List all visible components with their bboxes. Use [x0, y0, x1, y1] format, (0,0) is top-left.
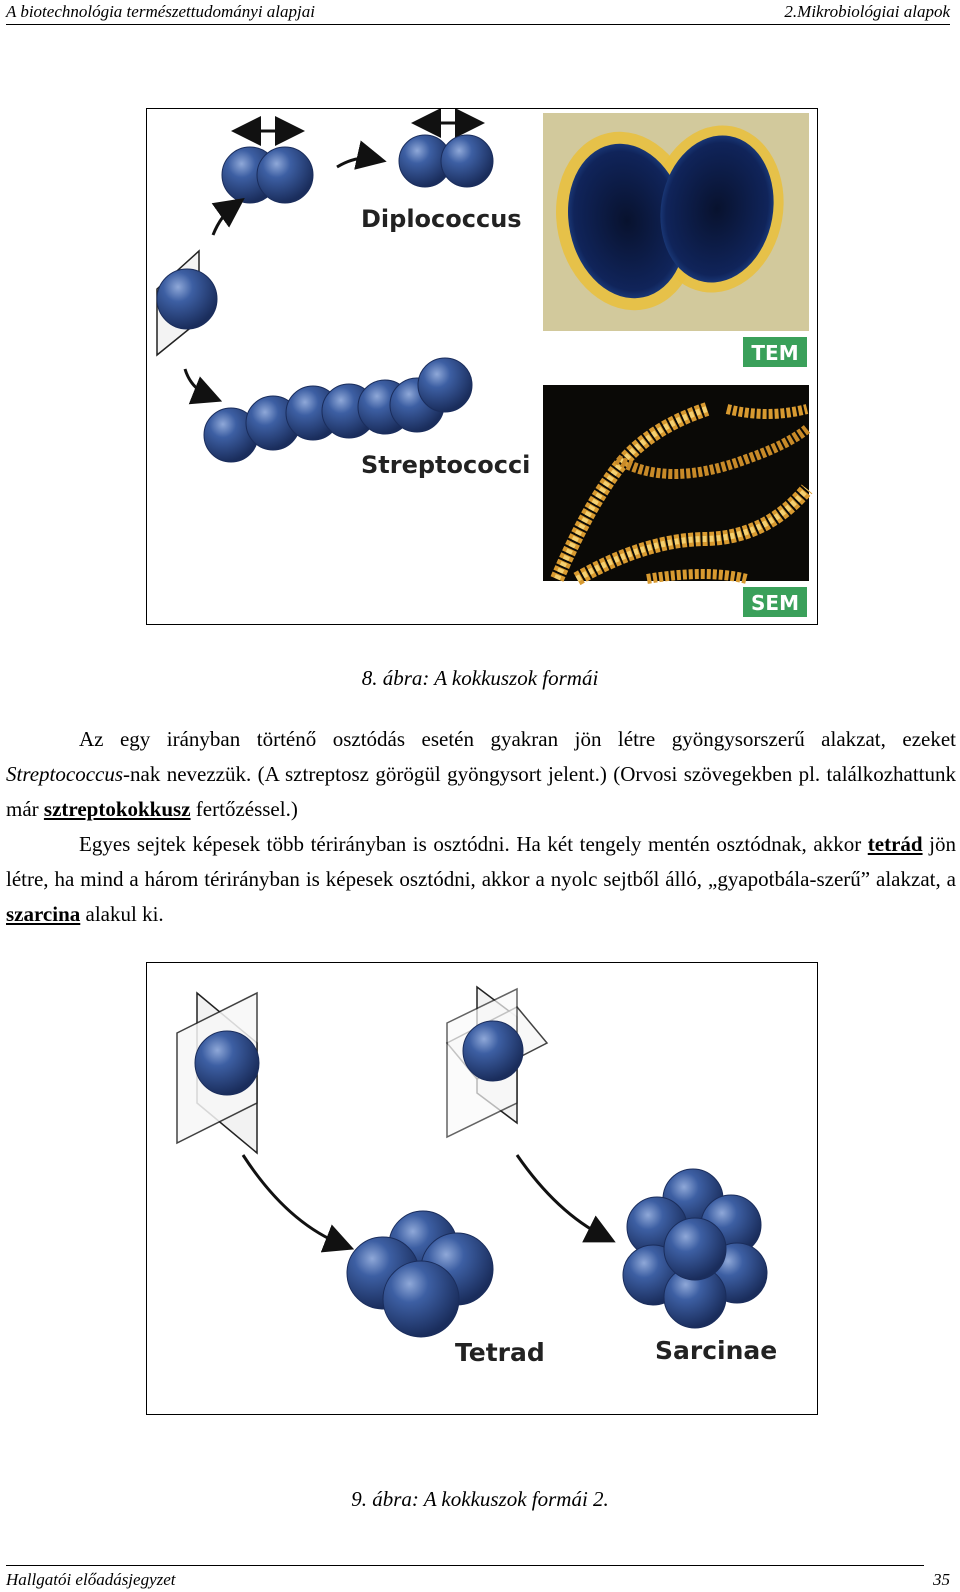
- tetrad-drawing: [347, 1211, 493, 1337]
- division-arrow-sarcinae: [517, 1155, 605, 1237]
- page-number: 35: [933, 1570, 950, 1589]
- body-text: [6, 722, 956, 932]
- figure-coccus-forms-2: [146, 962, 818, 1415]
- division-arrow-3: [185, 369, 211, 397]
- streptococci-label: Streptococci: [361, 451, 531, 479]
- tem-badge-label: TEM: [751, 341, 799, 365]
- paragraph-2-text-a: Egyes sejtek képesek több térirányban is osztódni. Ha két tengely mentén osztódnak, akkor: [79, 832, 868, 856]
- diplococcus-drawing-2: [399, 123, 493, 187]
- paragraph-2-text-c: alakul ki.: [80, 902, 164, 926]
- paragraph-1-text-c: fertőzéssel.): [190, 797, 298, 821]
- page-footer: [6, 1565, 950, 1589]
- single-coccus-with-division-plane: [157, 251, 217, 355]
- figure-coccus-forms: [146, 108, 818, 625]
- header-chapter-title: 2.Mikrobiológiai alapok: [784, 2, 950, 21]
- page-header: [6, 0, 950, 25]
- streptococci-chain-drawing: [204, 358, 472, 462]
- tetrad-label: Tetrad: [455, 1338, 545, 1367]
- footer-note: Hallgatói előadásjegyzet: [6, 1570, 176, 1589]
- sarcinae-label: Sarcinae: [655, 1336, 778, 1365]
- diplococcus-label: Diplococcus: [361, 205, 522, 233]
- figure-coccus-forms-2-illustration: [147, 963, 817, 1414]
- paragraph-tetrad-sarcina: [6, 827, 956, 932]
- figure-1-caption: 8. ábra: A kokkuszok formái: [361, 666, 599, 690]
- term-tetrad: tetrád: [867, 832, 923, 856]
- coccus-three-division-planes: [447, 987, 547, 1137]
- figure-2-caption: 9. ábra: A kokkuszok formái 2.: [351, 1487, 609, 1511]
- division-arrow-2: [213, 205, 235, 235]
- term-streptococcus: Streptococcus: [6, 762, 124, 786]
- paragraph-streptococcus: [6, 722, 956, 827]
- paragraph-2-text-b: jön létre, ha mind a három térirányban is képesek osztódni, akkor a nyolc sejtből álló, „gyapotbála-szerű” alakzat, a: [6, 832, 956, 891]
- tem-micrograph: [540, 113, 809, 331]
- header-book-title: A biotechnológia természettudományi alapjai: [6, 2, 315, 21]
- paragraph-1-text-a: Az egy irányban történő osztódás esetén gyakran jön létre gyöngysorszerű alakzat, ezeket: [79, 727, 956, 751]
- figure-coccus-forms-illustration: [147, 109, 817, 624]
- sarcinae-drawing: [623, 1169, 767, 1328]
- diplococcus-drawing-1: [222, 131, 313, 203]
- term-szarcina: szarcina: [6, 902, 81, 926]
- division-arrow-tetrad: [243, 1155, 343, 1245]
- sem-micrograph: [543, 385, 809, 581]
- sem-badge-label: SEM: [751, 591, 799, 615]
- paragraph-1-text-b: -nak nevezzük. (A sztreptosz görögül gyöngysort jelent.) (Orvosi szövegekben pl. találkozhattunk már: [6, 762, 956, 821]
- coccus-two-division-planes: [177, 993, 259, 1153]
- division-arrow-1: [337, 158, 375, 167]
- term-sztreptokokkusz: sztreptokokkusz: [43, 797, 191, 821]
- footer-rule: [6, 1565, 924, 1566]
